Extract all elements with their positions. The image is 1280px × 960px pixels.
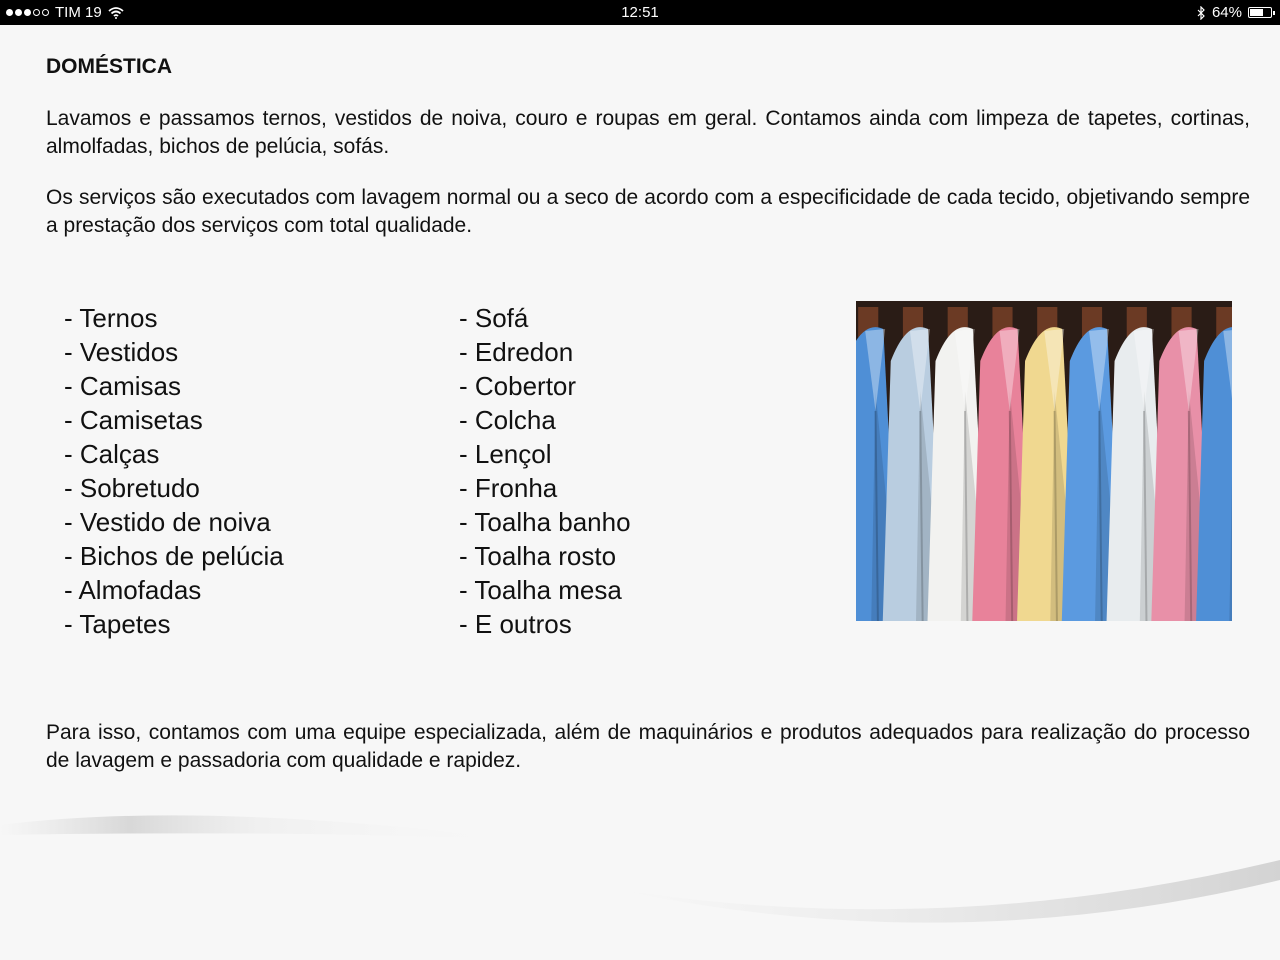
- intro-paragraph: Lavamos e passamos ternos, vestidos de noiva, couro e roupas em geral. Contamos ainda com limpeza de tapetes, cortinas, almolfadas, bichos de pelúcia, sofás.: [46, 107, 1250, 158]
- list-item: - Colcha: [459, 405, 556, 435]
- list-item: - Vestido de noiva: [64, 507, 271, 537]
- services-paragraph: Os serviços são executados com lavagem normal ou a seco de acordo com a especificidade de cada tecido, objetivando sempre a prestação dos serviços com total qualidade.: [46, 186, 1250, 237]
- list-item: - E outros: [459, 609, 572, 639]
- battery-percent: 64%: [1211, 4, 1242, 21]
- list-item: - Edredon: [459, 337, 574, 367]
- list-item: - Lençol: [459, 439, 552, 469]
- list-item: - Sobretudo: [64, 473, 200, 503]
- list-item: - Camisetas: [64, 405, 203, 435]
- battery-icon: [1248, 7, 1272, 18]
- services-list-left: [64, 301, 284, 641]
- carrier-label: TIM 19: [55, 4, 102, 21]
- list-item: - Toalha rosto: [459, 541, 617, 571]
- list-item: - Sofá: [459, 303, 529, 333]
- status-right: [1197, 4, 1272, 21]
- list-item: - Ternos: [64, 303, 158, 333]
- services-list-right: [459, 301, 631, 641]
- status-time: 12:51: [621, 4, 659, 21]
- battery-level-fill: [1250, 9, 1263, 16]
- shirts-photo: [856, 301, 1232, 621]
- decorative-swoosh: [0, 790, 1280, 960]
- bluetooth-icon: [1197, 6, 1206, 20]
- battery-nub: [1273, 11, 1275, 15]
- shirts-illustration: [856, 301, 1232, 621]
- list-item: - Toalha banho: [459, 507, 631, 537]
- list-item: - Camisas: [64, 371, 182, 401]
- list-item: - Cobertor: [459, 371, 577, 401]
- list-item: - Tapetes: [64, 609, 171, 639]
- list-item: - Fronha: [459, 473, 558, 503]
- list-item: - Calças: [64, 439, 160, 469]
- list-item: - Almofadas: [64, 575, 202, 605]
- main-content: [46, 55, 1250, 263]
- list-item: - Vestidos: [64, 337, 179, 367]
- page-title: DOMÉSTICA: [46, 55, 172, 78]
- status-bar: [0, 0, 1280, 25]
- list-item: - Bichos de pelúcia: [64, 541, 284, 571]
- closing-paragraph: Para isso, contamos com uma equipe especializada, além de maquinários e produtos adequados para realização do processo de lavagem e passadoria com qualidade e rapidez.: [46, 721, 1250, 772]
- list-item: - Toalha mesa: [459, 575, 622, 605]
